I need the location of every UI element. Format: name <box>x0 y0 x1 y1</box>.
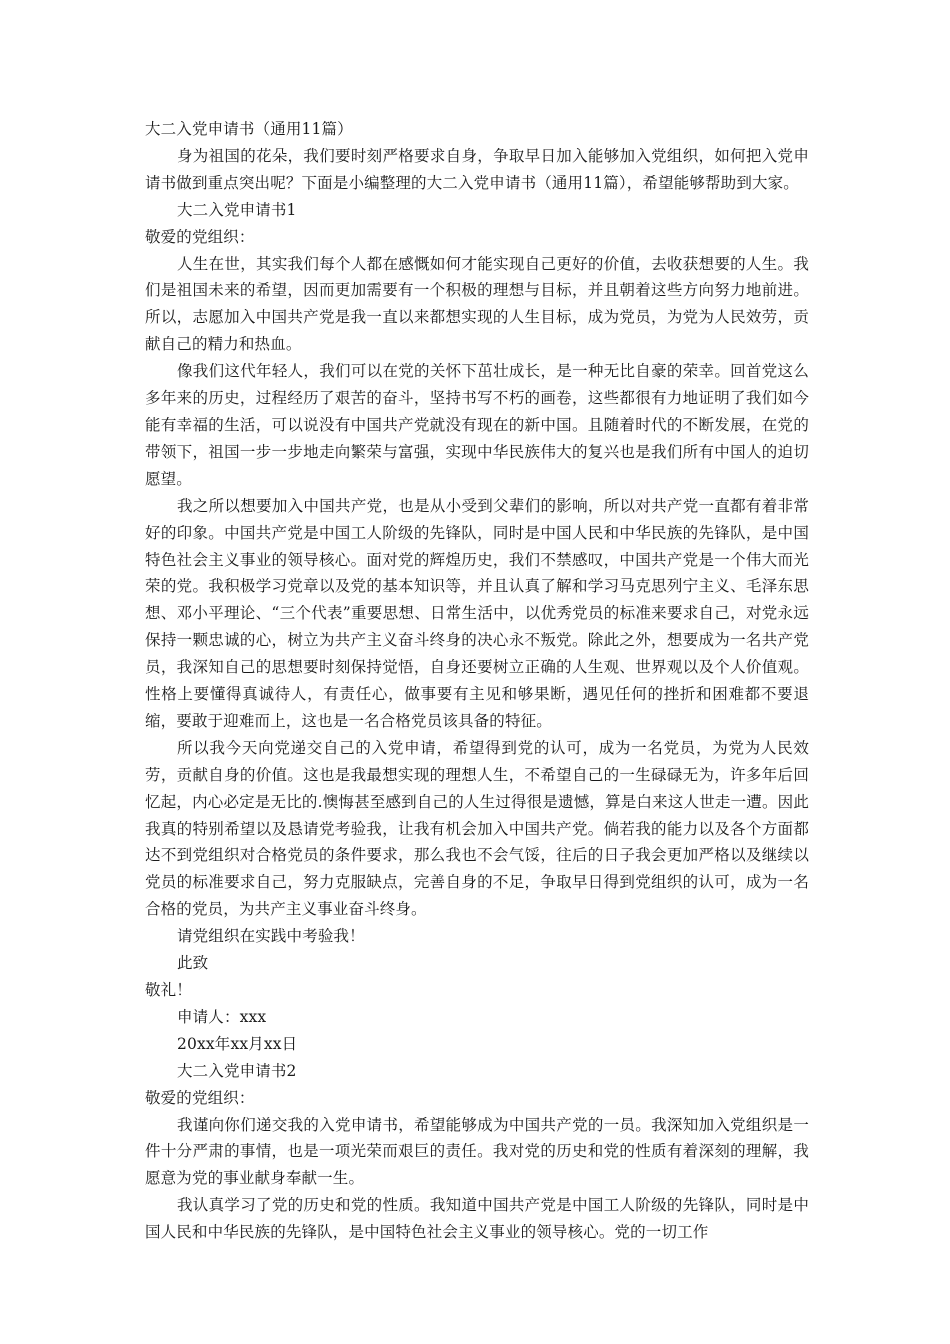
letter-1-paragraph: 所以我今天向党递交自己的入党申请，希望得到党的认可，成为一名党员，为党为人民效劳，贡献自身的价值。这也是我最想实现的理想人生，不希望自己的一生碌碌无为，许多年后回忆起，内心必定是无比的.懊悔甚至感到自己的人生过得很是遗憾，算是白来这人世走一遭。因此我真的特别希望以及恳请党考验我，让我有机会加入中国共产党。倘若我的能力以及各个方面都达不到党组织对合格党员的条件要求，那么我也不会气馁，往后的日子我会更加严格以及继续以党员的标准要求自己，努力克服缺点，完善自身的不足，争取早日得到党组织的认可，成为一名合格的党员，为共产主义事业奋斗终身。 <box>145 738 809 919</box>
letter-1-salutation: 敬爱的党组织： <box>145 227 255 246</box>
letter-1-paragraph: 人生在世，其实我们每个人都在感慨如何才能实现自己更好的价值，去收获想要的人生。我们是祖国未来的希望，因而更加需要有一个积极的理想与目标，并且朝着这些方向努力地前进。所以，志愿加入中国共产党是我一直以来都想实现的人生目标，成为党员，为党为人民效劳，贡献自己的精力和热血。 <box>145 254 809 354</box>
letter-1-paragraph: 请党组织在实践中考验我！ <box>177 927 365 946</box>
document-title: 大二入党申请书（通用11篇） <box>145 120 353 138</box>
letter-2-paragraph: 我认真学习了党的历史和党的性质。我知道中国共产党是中国工人阶级的先锋队，同时是中国人民和中华民族的先锋队，是中国特色社会主义事业的领导核心。党的一切工作 <box>145 1196 809 1242</box>
letter-1-paragraph: 我之所以想要加入中国共产党，也是从小受到父辈们的影响，所以对共产党一直都有着非常好的印象。中国共产党是中国工人阶级的先锋队，同时是中国人民和中华民族的先锋队，是中国特色社会主义事业的领导核心。面对党的辉煌历史，我们不禁感叹，中国共产党是一个伟大而光荣的党。我积极学习党章以及党的基本知识等，并且认真了解和学习马克思列宁主义、毛泽东思想、邓小平理论、“三个代表”重要思想、日常生活中，以优秀党员的标准来要求自己，对党永远保持一颗忠诚的心，树立为共产主义奋斗终身的决心永不叛党。除此之外，想要成为一名共产党员，我深知自己的思想要时刻保持觉悟，自身还要树立正确的人生观、世界观以及个人价值观。性格上要懂得真诚待人，有责任心，做事要有主见和够果断，遇见任何的挫折和困难都不要退缩，要敢于迎难而上，这也是一名合格党员该具备的特征。 <box>145 496 809 730</box>
letter-2-paragraph: 我谨向你们递交我的入党申请书，希望能够成为中国共产党的一员。我深知加入党组织是一件十分严肃的事情，也是一项光荣而艰巨的责任。我对党的历史和党的性质有着深刻的理解，我愿意为党的事业献身奉献一生。 <box>145 1115 809 1188</box>
letter-1-closing: 此致 <box>177 954 209 973</box>
document-page <box>145 116 809 1246</box>
intro-paragraph: 身为祖国的花朵，我们要时刻严格要求自身，争取早日加入能够加入党组织，如何把入党申请书做到重点突出呢？下面是小编整理的大二入党申请书（通用11篇），希望能够帮助到大家。 <box>145 146 809 192</box>
letter-2-heading: 大二入党申请书2 <box>177 1061 297 1080</box>
letter-2-salutation: 敬爱的党组织： <box>145 1088 255 1107</box>
letter-1-applicant: 申请人：xxx <box>177 1007 267 1026</box>
letter-1-heading: 大二入党申请书1 <box>177 200 297 219</box>
letter-1-paragraph: 像我们这代年轻人，我们可以在党的关怀下茁壮成长，是一种无比自豪的荣幸。回首党这么多年来的历史，过程经历了艰苦的奋斗，坚持书写不朽的画卷，这些都很有力地证明了我们如今能有幸福的生活，可以说没有中国共产党就没有现在的新中国。且随着时代的不断发展，在党的带领下，祖国一步一步地走向繁荣与富强，实现中华民族伟大的复兴也是我们所有中国人的迫切愿望。 <box>145 362 809 488</box>
letter-1-salute: 敬礼！ <box>145 981 192 999</box>
letter-1-date: 20xx年xx月xx日 <box>177 1034 298 1053</box>
